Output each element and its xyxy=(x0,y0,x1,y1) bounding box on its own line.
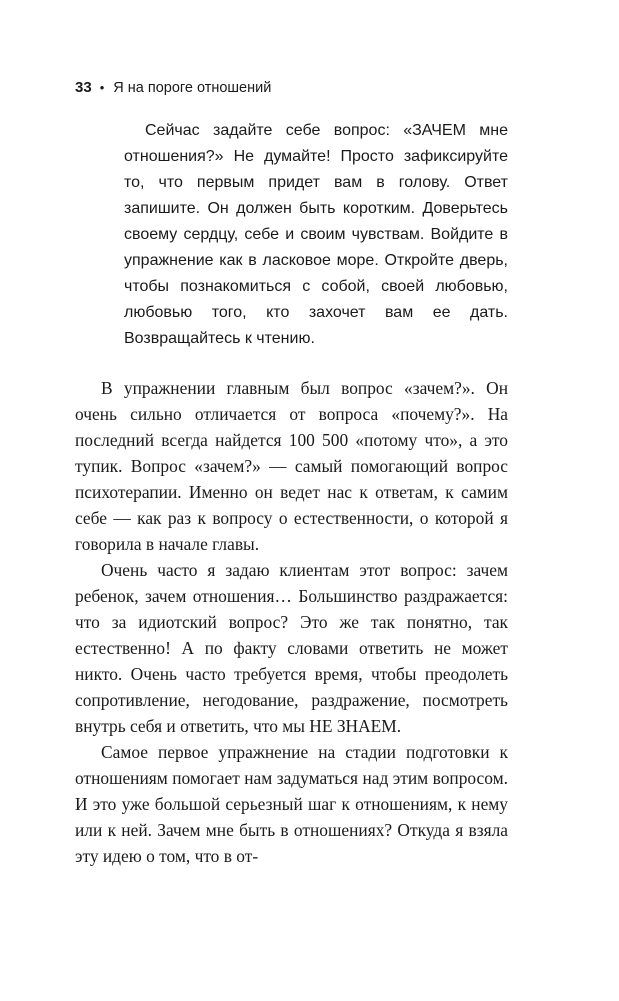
paragraph: В упражнении главным был вопрос «зачем?». Он очень сильно отличается от вопроса «почему?». На последний всегда найдется 100 500 «потому что», а это тупик. Вопрос «зачем?» — самый помогающий вопрос психотерапии. Именно он ведет нас к ответам, к самим себе — как раз к вопросу о естественности, о которой я говорила в начале главы. xyxy=(75,378,508,554)
paragraph: Очень часто я задаю клиентам этот вопрос: зачем ребенок, зачем отношения… Большинство раздражается: что за идиотский вопрос? Это же так понятно, так естественно! А по факту словами ответить не может никто. Очень часто требуется время, чтобы преодолеть сопротивление, негодование, раздражение, посмотреть внутрь себя и ответить, что мы НЕ ЗНАЕМ. xyxy=(75,560,508,736)
exercise-block: Сейчас задайте себе вопрос: «ЗАЧЕМ мне отношения?» Не думайте! Просто зафиксируйте то, что первым придет вам в голову. Ответ запишите. Он должен быть коротким. Доверьтесь своему сердцу, себе и своим чувствам. Войдите в упражнение как в ласковое море. Откройте дверь, чтобы познакомиться с собой, своей любовью, любовью того, кто захочет вам ее дать. Возвращайтесь к чтению. xyxy=(124,122,508,347)
page-number: 33 xyxy=(75,79,92,96)
chapter-title: Я на пороге отношений xyxy=(113,80,272,96)
paragraph: Самое первое упражнение на стадии подготовки к отношениям помогает нам задуматься над этим вопросом. И это уже большой серьезный шаг к отношениям, к нему или к ней. Зачем мне быть в отношениях? Откуда я взяла эту идею о том, что в от- xyxy=(75,742,508,866)
running-head xyxy=(75,79,271,97)
body-text xyxy=(75,375,508,869)
bullet-separator: • xyxy=(99,80,105,95)
